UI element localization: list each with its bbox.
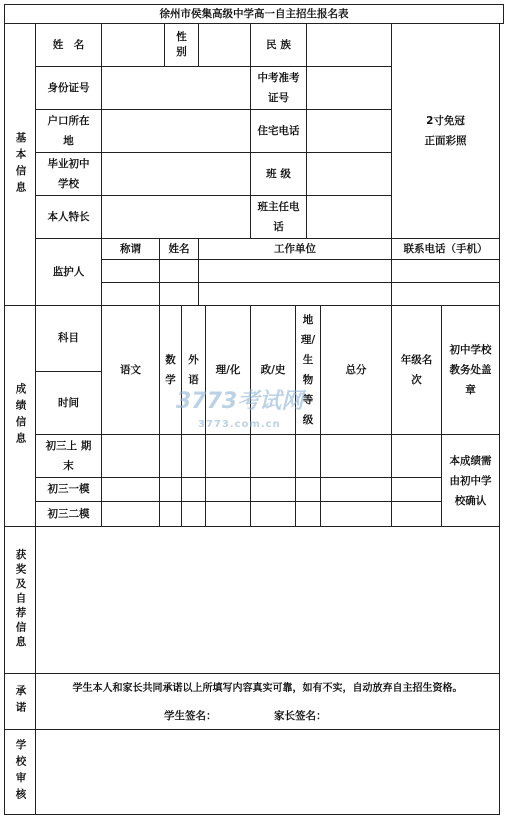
header-total: 总分 bbox=[320, 305, 392, 435]
section-review-label: 学校审核 bbox=[14, 739, 27, 805]
cell-score[interactable] bbox=[391, 477, 442, 502]
cell-score[interactable] bbox=[205, 477, 251, 502]
header-math: 数学 bbox=[159, 305, 182, 435]
field-guardian1-name[interactable] bbox=[159, 259, 199, 283]
field-home-phone[interactable] bbox=[306, 109, 392, 153]
section-review bbox=[4, 729, 36, 815]
cell-score[interactable] bbox=[250, 434, 296, 478]
section-basic-info-label: 基本信息 bbox=[14, 131, 27, 198]
cell-score[interactable] bbox=[159, 434, 182, 478]
field-exam-number[interactable] bbox=[306, 66, 392, 110]
section-pledge bbox=[4, 673, 36, 730]
cell-score[interactable] bbox=[101, 434, 160, 478]
cell-score[interactable] bbox=[250, 501, 296, 527]
section-awards-label: 获奖及自荐信息 bbox=[14, 549, 27, 651]
watermark-url: 3773.com.cn bbox=[198, 419, 281, 430]
field-school-review[interactable] bbox=[35, 729, 500, 815]
header-time: 时间 bbox=[35, 371, 102, 435]
header-guardian-work: 工作单位 bbox=[198, 238, 392, 260]
header-english: 外语 bbox=[181, 305, 206, 435]
label-hukou: 户口所在地 bbox=[35, 109, 102, 153]
cell-score[interactable] bbox=[320, 477, 392, 502]
field-guardian1-phone[interactable] bbox=[391, 259, 500, 283]
section-scores bbox=[4, 305, 36, 527]
header-school-seal: 初中学校教务处盖章 bbox=[441, 305, 500, 435]
cell-score[interactable] bbox=[320, 434, 392, 478]
field-ethnicity[interactable] bbox=[306, 23, 392, 67]
field-specialty[interactable] bbox=[101, 195, 251, 239]
field-guardian2-relation[interactable] bbox=[101, 282, 160, 306]
label-teacher-phone: 班主任电话 bbox=[250, 195, 307, 239]
pledge-text: 学生本人和家长共同承诺以上所填写内容真实可靠，如有不实，自动放弃自主招生资格。 bbox=[72, 682, 463, 694]
header-guardian-phone: 联系电话（手机） bbox=[391, 238, 500, 260]
cell-score[interactable] bbox=[205, 501, 251, 527]
parent-signature[interactable]: 家长签名： bbox=[274, 710, 327, 722]
field-guardian1-work[interactable] bbox=[198, 259, 392, 283]
label-school: 毕业初中学校 bbox=[35, 152, 102, 196]
header-phys-chem: 理/化 bbox=[205, 305, 251, 435]
label-guardian: 监护人 bbox=[35, 238, 102, 306]
cell-score[interactable] bbox=[181, 434, 206, 478]
cell-score[interactable] bbox=[295, 501, 321, 527]
cell-score[interactable] bbox=[205, 434, 251, 478]
label-class: 班 级 bbox=[250, 152, 307, 196]
field-id-number[interactable] bbox=[101, 66, 251, 110]
header-subject: 科目 bbox=[35, 305, 102, 372]
header-guardian-relation: 称谓 bbox=[101, 238, 160, 260]
field-awards[interactable] bbox=[35, 526, 500, 674]
cell-score[interactable] bbox=[250, 477, 296, 502]
header-guardian-name: 姓名 bbox=[159, 238, 199, 260]
student-signature[interactable]: 学生签名： bbox=[164, 710, 217, 722]
field-teacher-phone[interactable] bbox=[306, 195, 392, 239]
field-guardian2-phone[interactable] bbox=[391, 282, 500, 306]
cell-score[interactable] bbox=[295, 434, 321, 478]
field-hukou[interactable] bbox=[101, 109, 251, 153]
label-ethnicity: 民 族 bbox=[250, 23, 307, 67]
field-guardian1-relation[interactable] bbox=[101, 259, 160, 283]
watermark-logo: 3773考试网 bbox=[176, 389, 304, 414]
field-name[interactable] bbox=[101, 23, 165, 67]
section-basic-info bbox=[4, 23, 36, 306]
field-gender[interactable] bbox=[198, 23, 251, 67]
field-class[interactable] bbox=[306, 152, 392, 196]
photo-box[interactable]: 2寸免冠 正面彩照 bbox=[391, 23, 500, 239]
cell-score[interactable] bbox=[320, 501, 392, 527]
cell-score[interactable] bbox=[159, 477, 182, 502]
header-chinese: 语文 bbox=[101, 305, 160, 435]
cell-score[interactable] bbox=[391, 501, 442, 527]
label-id-number: 身份证号 bbox=[35, 66, 102, 110]
label-home-phone: 住宅电话 bbox=[250, 109, 307, 153]
label-exam-number: 中考准考证号 bbox=[250, 66, 307, 110]
cell-score[interactable] bbox=[101, 501, 160, 527]
cell-score[interactable] bbox=[391, 434, 442, 478]
field-guardian2-work[interactable] bbox=[198, 282, 392, 306]
section-pledge-label: 承诺 bbox=[14, 685, 27, 718]
header-rank: 年级名次 bbox=[391, 305, 442, 435]
label-name: 姓 名 bbox=[35, 23, 102, 67]
field-school[interactable] bbox=[101, 152, 251, 196]
note-school-confirm: 本成绩需由初中学校确认 bbox=[441, 434, 500, 527]
label-gender: 性别 bbox=[164, 23, 199, 67]
section-scores-label: 成绩信息 bbox=[14, 383, 27, 449]
section-awards bbox=[4, 526, 36, 674]
label-specialty: 本人特长 bbox=[35, 195, 102, 239]
header-geo-bio: 地理/生物等级 bbox=[295, 305, 321, 435]
row-label-term-end: 初三上 期末 bbox=[35, 434, 102, 478]
form-title: 徐州市侯集高级中学高一自主招生报名表 bbox=[4, 4, 504, 24]
cell-score[interactable] bbox=[181, 477, 206, 502]
field-guardian2-name[interactable] bbox=[159, 282, 199, 306]
header-pol-hist: 政/史 bbox=[250, 305, 296, 435]
cell-score[interactable] bbox=[295, 477, 321, 502]
row-label-mock2: 初三二模 bbox=[35, 501, 102, 527]
cell-score[interactable] bbox=[159, 501, 182, 527]
cell-score[interactable] bbox=[181, 501, 206, 527]
cell-score[interactable] bbox=[101, 477, 160, 502]
row-label-mock1: 初三一模 bbox=[35, 477, 102, 502]
